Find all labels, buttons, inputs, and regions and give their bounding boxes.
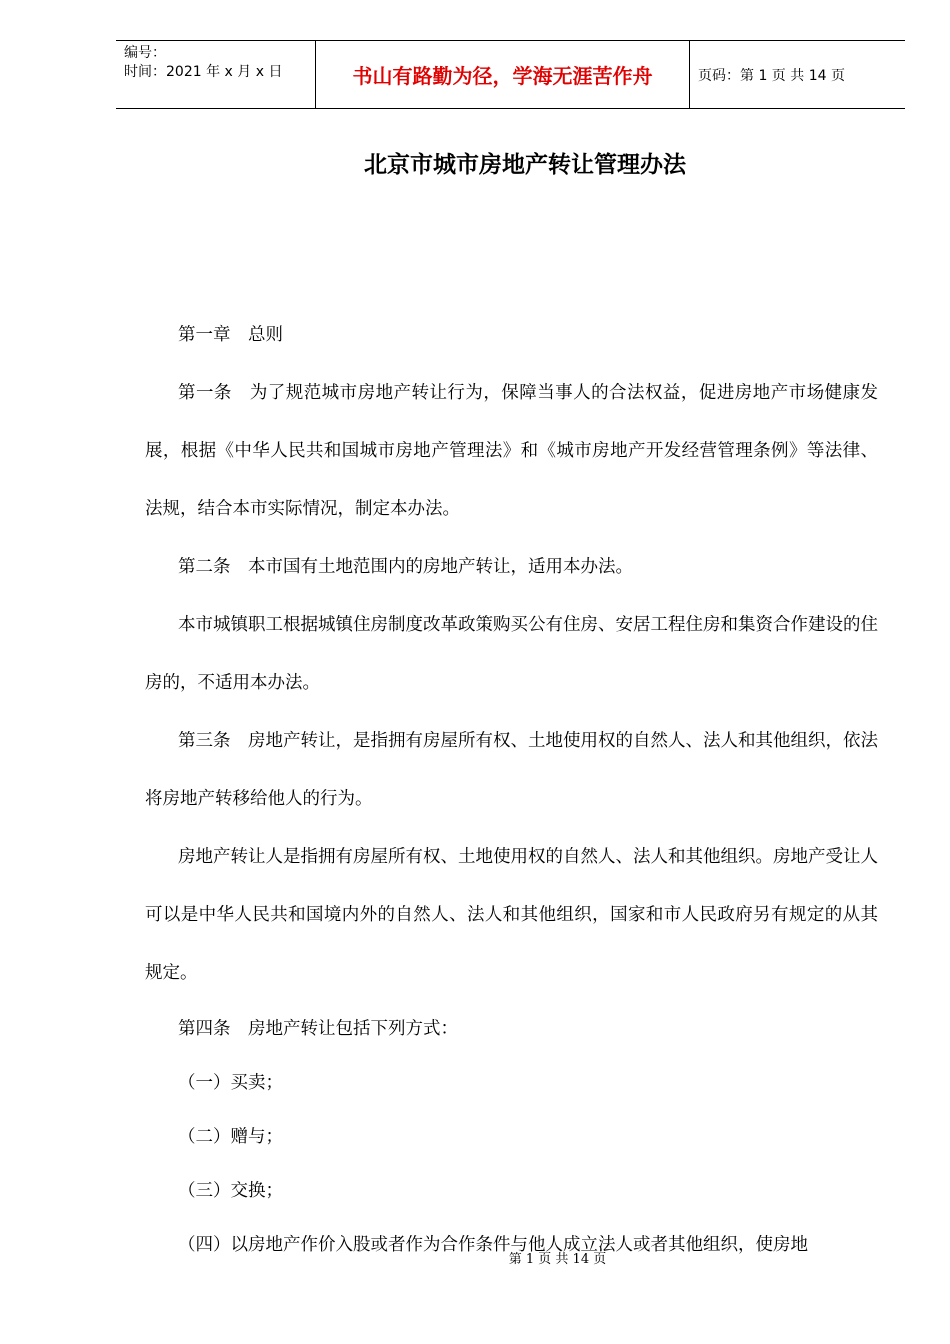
article-4: 第四条 房地产转让包括下列方式： (178, 1019, 458, 1039)
list-item: （三）交换； (178, 1181, 283, 1201)
header-meta-cell (116, 41, 316, 108)
list-item: （四）以房地产作价入股或者作为合作条件与他人成立法人或者其他组织，使房地 (178, 1235, 808, 1255)
page-footer: 第 1 页 共 14 页 (508, 1252, 607, 1267)
document-header (116, 40, 905, 109)
document-number-label: 编号： (124, 45, 166, 61)
article-3: 第三条 房地产转让，是指拥有房屋所有权、土地使用权的自然人、法人和其他组织，依法将房地产转移给他人的行为。 (145, 731, 878, 809)
header-page-info: 页码：第 1 页 共 14 页 (698, 67, 845, 84)
header-motto: 书山有路勤为径，学海无涯苦作舟 (316, 41, 690, 108)
article-1: 第一条 为了规范城市房地产转让行为，保障当事人的合法权益，促进房地产市场健康发展，根据《中华人民共和国城市房地产管理法》和《城市房地产开发经营管理条例》等法律、法规，结合本市实际情况，制定本办法。 (145, 383, 878, 519)
list-item: （一）买卖； (178, 1073, 283, 1093)
document-title: 北京市城市房地产转让管理办法 (364, 152, 686, 178)
article-2: 第二条 本市国有土地范围内的房地产转让，适用本办法。 (178, 557, 633, 577)
document-time-label: 时间：2021 年 x 月 x 日 (124, 64, 283, 80)
list-item: （二）赠与； (178, 1127, 283, 1147)
article-3-paragraph-2: 房地产转让人是指拥有房屋所有权、土地使用权的自然人、法人和其他组织。房地产受让人可以是中华人民共和国境内外的自然人、法人和其他组织，国家和市人民政府另有规定的从其规定。 (145, 847, 878, 983)
chapter-heading: 第一章 总则 (178, 325, 283, 345)
article-2-paragraph-2: 本市城镇职工根据城镇住房制度改革政策购买公有住房、安居工程住房和集资合作建设的住房的，不适用本办法。 (145, 615, 878, 693)
document-body (145, 306, 878, 1272)
